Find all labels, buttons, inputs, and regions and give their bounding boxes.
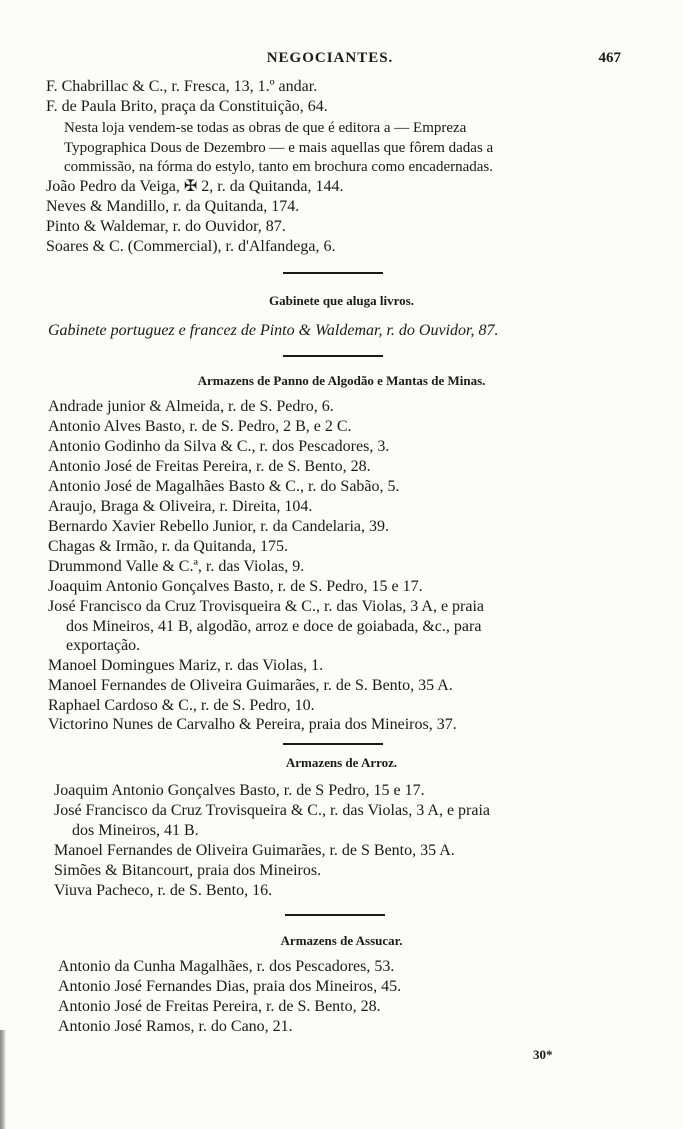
- entry-line: Andrade junior & Almeida, r. de S. Pedro, 6.: [48, 398, 334, 415]
- section-heading: Gabinete que aluga livros.: [269, 293, 414, 308]
- entry-line: Soares & C. (Commercial), r. d'Alfandega, 6.: [46, 238, 336, 255]
- entry-line: dos Mineiros, 41 B.: [72, 822, 199, 839]
- entry-line: Araujo, Braga & Oliveira, r. Direita, 104.: [48, 498, 313, 515]
- page-number: 467: [598, 50, 621, 66]
- entry-line: Victorino Nunes de Carvalho & Pereira, praia dos Mineiros, 37.: [48, 716, 457, 733]
- entry-line: Raphael Cardoso & C., r. de S. Pedro, 10.: [48, 697, 315, 714]
- entry-line: José Francisco da Cruz Trovisqueira & C., r. das Violas, 3 A, e praia: [48, 598, 485, 615]
- binding-edge: [0, 1030, 6, 1129]
- entry-line: Antonio José de Magalhães Basto & C., r. do Sabão, 5.: [48, 478, 400, 495]
- entry-line: Gabinete portuguez e francez de Pinto & Waldemar, r. do Ouvidor, 87.: [48, 322, 499, 339]
- entry-line: Pinto & Waldemar, r. do Ouvidor, 87.: [46, 218, 286, 235]
- section-divider: [283, 272, 383, 274]
- entry-line: Antonio Godinho da Silva & C., r. dos Pescadores, 3.: [48, 438, 390, 455]
- entry-line: Joaquim Antonio Gonçalves Basto, r. de S Pedro, 15 e 17.: [54, 782, 425, 799]
- section-divider: [285, 914, 385, 916]
- entry-note-line: commissão, na fórma do estylo, tanto em brochura como encadernadas.: [64, 159, 494, 175]
- entry-line: Manoel Domingues Mariz, r. das Violas, 1.: [48, 657, 324, 674]
- entry-line: exportação.: [66, 637, 141, 654]
- entry-line: F. de Paula Brito, praça da Constituição, 64.: [46, 98, 328, 115]
- entry-line: Simões & Bitancourt, praia dos Mineiros.: [54, 862, 322, 879]
- entry-line: Antonio da Cunha Magalhães, r. dos Pescadores, 53.: [58, 958, 395, 975]
- signature-mark: 30*: [533, 1047, 553, 1062]
- entry-line: Viuva Pacheco, r. de S. Bento, 16.: [54, 882, 273, 899]
- entry-line: Antonio José Fernandes Dias, praia dos Mineiros, 45.: [58, 978, 402, 995]
- entry-line: Joaquim Antonio Gonçalves Basto, r. de S. Pedro, 15 e 17.: [48, 578, 423, 595]
- section-heading: Armazens de Arroz.: [285, 755, 398, 770]
- entry-line: Neves & Mandillo, r. da Quitanda, 174.: [46, 198, 300, 215]
- entry-line: dos Mineiros, 41 B, algodão, arroz e doce de goiabada, &c., para: [66, 618, 482, 635]
- section-divider: [283, 743, 383, 745]
- section-heading: Armazens de Assucar.: [280, 933, 403, 948]
- entry-line: Bernardo Xavier Rebello Junior, r. da Candelaria, 39.: [48, 518, 390, 535]
- entry-line: Antonio José de Freitas Pereira, r. de S. Bento, 28.: [58, 998, 381, 1015]
- entry-note-line: Nesta loja vendem-se todas as obras de que é editora a — Empreza: [64, 120, 467, 136]
- entry-line: Antonio Alves Basto, r. de S. Pedro, 2 B, e 2 C.: [48, 418, 352, 435]
- section-heading: Armazens de Panno de Algodão e Mantas de Minas.: [197, 373, 486, 388]
- entry-line: Chagas & Irmão, r. da Quitanda, 175.: [48, 538, 288, 555]
- entry-line: F. Chabrillac & C., r. Fresca, 13, 1.º andar.: [46, 78, 318, 95]
- running-head: [0, 50, 683, 72]
- section-divider: [283, 355, 383, 357]
- entry-note-line: Typographica Dous de Dezembro — e mais aquellas que fôrem dadas a: [64, 140, 494, 156]
- entry-line: Antonio José de Freitas Pereira, r. de S. Bento, 28.: [48, 458, 371, 475]
- entry-line: Manoel Fernandes de Oliveira Guimarães, r. de S Bento, 35 A.: [54, 842, 455, 859]
- entry-line: Manoel Fernandes de Oliveira Guimarães, r. de S. Bento, 35 A.: [48, 677, 453, 694]
- entry-line: José Francisco da Cruz Trovisqueira & C., r. das Violas, 3 A, e praia: [54, 802, 491, 819]
- entry-line: Antonio José Ramos, r. do Cano, 21.: [58, 1018, 293, 1035]
- entry-line: João Pedro da Veiga, ✠ 2, r. da Quitanda, 144.: [46, 178, 344, 195]
- entry-line: Drummond Valle & C.ª, r. das Violas, 9.: [48, 558, 305, 575]
- running-title: NEGOCIANTES.: [266, 50, 394, 66]
